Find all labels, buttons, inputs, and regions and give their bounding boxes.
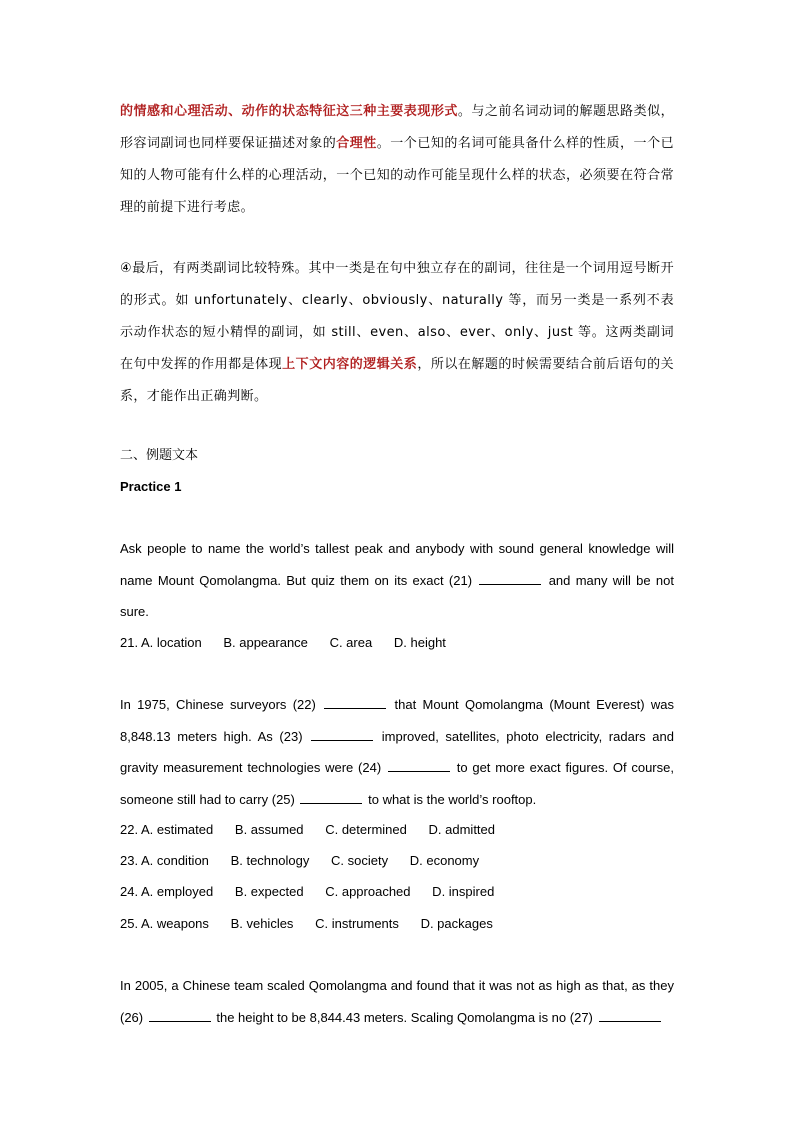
practice-title: Practice 1	[120, 479, 182, 494]
body-text: 。一个已知的名词可能具备什么样的性质，一个已知的人物可能有什么样的心理活动，一个已知的动作可能呈现什么样的状态，必须要在符合常理的前提下进行考虑。	[120, 136, 674, 215]
section-title: 二、例题文本	[120, 448, 199, 463]
passage-text: Ask people to name the world’s tallest peak and anybody with sound general knowledge will name Mount Qomolangma. But quiz them on its exact (21)	[120, 541, 674, 588]
answer-blank-25[interactable]	[300, 791, 362, 804]
answer-blank-24[interactable]	[388, 759, 450, 772]
passage-text: the height to be 8,844.43 meters. Scaling Qomolangma is no (27)	[216, 1009, 593, 1025]
answer-blank-26[interactable]	[149, 1009, 211, 1022]
passage-text: to get more exact figures. Of course, someone still had to carry (25)	[120, 760, 674, 807]
question-24-options: 24. A. employed B. expected C. approached D. inspired	[120, 884, 495, 899]
passage-text: improved, satellites, photo electricity, radars and gravity measurement technologies were (24)	[120, 728, 674, 775]
passage-paragraph-1	[120, 533, 674, 628]
body-text: ④最后，有两类副词比较特殊。其中一类是在句中独立存在的副词，往往是一个词用逗号断开的形式。如 unfortunately、clearly、obviously、naturally 等，而另一类是一系列不表示动作状态的短小精悍的副词，如 still、even、also、ever、only、just 等。这两类副词在句中发挥的作用都是体现	[120, 261, 674, 372]
answer-blank-23[interactable]	[311, 728, 373, 741]
answer-blank-21[interactable]	[479, 572, 541, 585]
passage-text: In 1975, Chinese surveyors (22)	[120, 697, 316, 712]
answer-blank-22[interactable]	[324, 696, 386, 709]
question-22-options: 22. A. estimated B. assumed C. determined D. admitted	[120, 822, 496, 837]
passage-paragraph-3	[120, 970, 674, 1033]
answer-blank-27[interactable]	[599, 1009, 661, 1022]
question-23-options: 23. A. condition B. technology C. society D. economy	[120, 853, 480, 868]
body-text: 。与之前名词动词的解题思路类似，形容词副词也同样要保证描述对象的	[120, 104, 674, 151]
passage-text: that Mount Qomolangma (Mount Everest) was 8,848.13 meters high. As (23)	[120, 697, 674, 744]
question-21-options: 21. A. location B. appearance C. area D. height	[120, 635, 446, 650]
paragraph-special-adverbs	[120, 253, 674, 413]
passage-text: In 2005, a Chinese team scaled Qomolangma and found that it was not as high as that, as they (26)	[120, 978, 674, 1025]
paragraph-adjective-adverb	[120, 96, 674, 224]
passage-text: to what is the world’s rooftop.	[368, 791, 537, 807]
question-25-options: 25. A. weapons B. vehicles C. instruments D. packages	[120, 916, 493, 931]
passage-paragraph-2	[120, 689, 674, 815]
passage-text: and many will be not sure.	[120, 572, 675, 619]
highlight-text: 的情感和心理活动、动作的状态特征这三种主要表现形式	[120, 104, 458, 119]
highlight-text: 上下文内容的逻辑关系	[282, 357, 418, 372]
body-text: ，所以在解题的时候需要结合前后语句的关系，才能作出正确判断。	[120, 357, 674, 404]
highlight-text: 合理性	[336, 136, 377, 151]
